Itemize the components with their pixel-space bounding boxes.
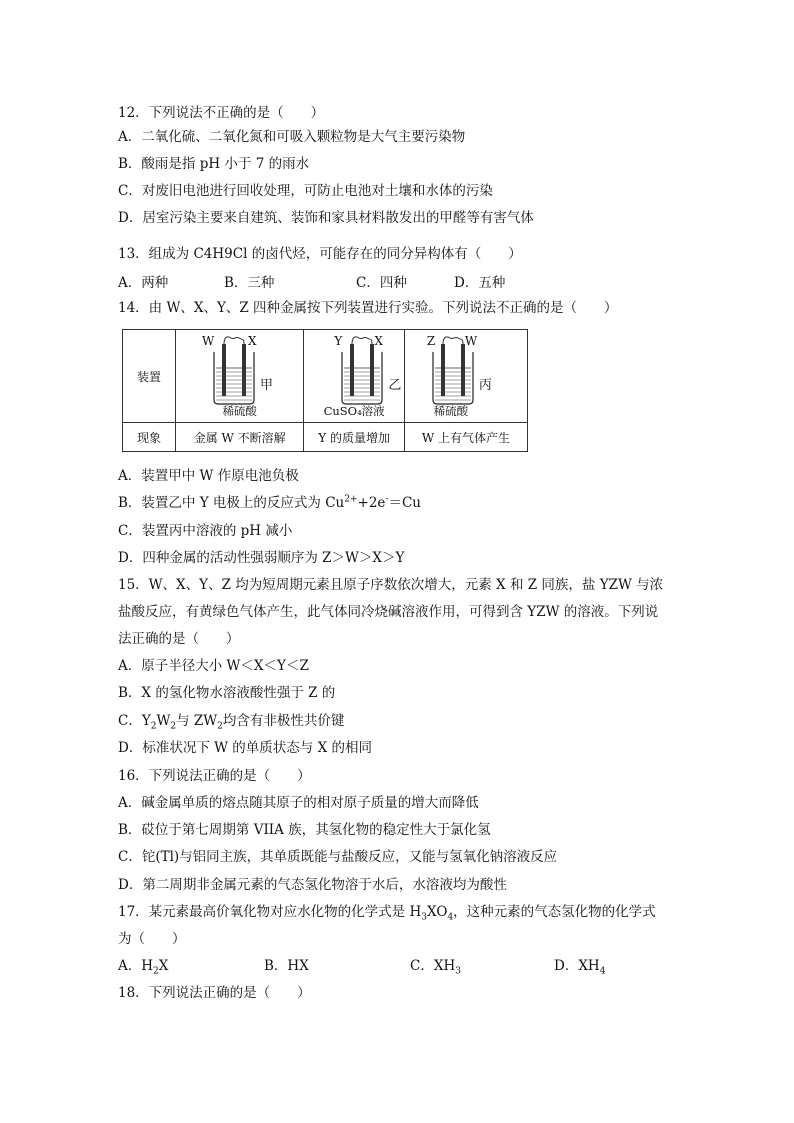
- device-name: 乙: [388, 378, 402, 393]
- q16-stem: 16．下列说法正确的是（ ）: [118, 768, 311, 784]
- q17-stem-line1: [118, 903, 656, 921]
- device-name: 甲: [260, 378, 274, 393]
- subscript: 4: [447, 912, 454, 923]
- q12-stem: 12．下列说法不正确的是（ ）: [118, 105, 325, 121]
- q12-option-d: D．居室污染主要来自建筑、装饰和家具材料散发出的甲醛等有害气体: [118, 210, 534, 226]
- q17-options: [118, 957, 605, 975]
- q17-stem-mid: XO: [426, 904, 448, 920]
- q16-option-c: C．铊(Tl)与铝同主族，其单质既能与盐酸反应，又能与氢氧化钠溶液反应: [118, 849, 558, 865]
- charge-superscript: 2+: [344, 494, 358, 505]
- subscript: 4: [599, 966, 606, 977]
- electrode-left-label: Y: [334, 334, 343, 348]
- q17-stem-text: 17．某元素最高价氧化物对应水化物的化学式是 H: [118, 904, 422, 920]
- subscript: 2: [153, 966, 159, 977]
- table-header-observation: 现象: [123, 423, 176, 452]
- q15-option-c-w: W: [156, 713, 171, 729]
- q13-stem: 13．组成为 C4H9Cl 的卤代烃，可能存在的同分异构体有（ ）: [118, 246, 522, 262]
- q13-option-c: C．四种: [356, 275, 407, 291]
- q13-option-a: A．两种: [118, 275, 169, 291]
- q15-option-c-suffix: 均含有非极性共价键: [222, 713, 345, 729]
- q17-stem-suffix: ，这种元素的气态氢化物的化学式: [453, 904, 656, 920]
- electrode-right-label: X: [248, 334, 257, 348]
- solution-label: 稀硫酸: [222, 404, 257, 418]
- q12-option-a: A．二氧化硫、二氧化氮和可吸入颗粒物是大气主要污染物: [118, 129, 466, 145]
- observation-yi: Y 的质量增加: [304, 423, 404, 452]
- subscript: 2: [150, 721, 157, 732]
- q17-option-a-suffix: X: [158, 958, 169, 974]
- q17-option-a: [118, 957, 264, 975]
- device-yi: [304, 330, 404, 423]
- q14-option-a: A．装置甲中 W 作原电池负极: [118, 468, 299, 484]
- q15-stem-line2: 盐酸反应，有黄绿色气体产生，此气体同冷烧碱溶液作用，可得到含 YZW 的溶液。下列说: [118, 604, 659, 620]
- q14-option-b-text: B．装置乙中 Y 电极上的反应式为 Cu: [118, 495, 345, 511]
- q17-option-c: [410, 957, 554, 975]
- observation-jia: 金属 W 不断溶解: [176, 423, 304, 452]
- q17-option-d: [554, 957, 605, 975]
- q16-option-b: B．砹位于第七周期第 VIIA 族，其氢化物的稳定性大于氯化氢: [118, 822, 491, 838]
- q17-stem-line2: 为（ ）: [118, 931, 186, 947]
- solution-label: 稀硫酸: [433, 404, 469, 418]
- q13-options: [118, 274, 505, 292]
- q14-option-b-mid: +2e: [357, 495, 386, 511]
- device-name: 丙: [478, 378, 492, 393]
- q18-stem: 18．下列说法正确的是（ ）: [118, 985, 311, 1001]
- q15-option-d: D．标准状况下 W 的单质状态与 X 的相同: [118, 740, 372, 756]
- q15-option-b: B．X 的氢化物水溶液酸性强于 Z 的: [118, 685, 336, 701]
- subscript: 2: [170, 721, 177, 732]
- q17-option-d-text: D．XH: [554, 958, 600, 974]
- charge-superscript: -: [385, 494, 389, 505]
- q15-option-a: A．原子半径大小 W＜X＜Y＜Z: [118, 658, 309, 674]
- q14-option-b-suffix: ＝Cu: [388, 495, 421, 511]
- q13-option-b: B．三种: [224, 275, 275, 291]
- q15-option-c-text: C．Y: [118, 713, 151, 729]
- subscript: 3: [421, 912, 427, 923]
- q14-stem: 14．由 W、X、Y、Z 四种金属按下列装置进行实验。下列说法不正确的是（ ）: [118, 300, 618, 316]
- q14-option-c: C．装置丙中溶液的 pH 减小: [118, 523, 293, 539]
- q15-stem-line3: 法正确的是（ ）: [118, 631, 240, 647]
- q14-option-b: [118, 494, 421, 512]
- electrode-left-label: W: [202, 334, 215, 348]
- subscript: 3: [455, 966, 461, 977]
- q17-option-c-text: C．XH: [410, 958, 456, 974]
- q14-option-d: D．四种金属的活动性强弱顺序为 Z＞W＞X＞Y: [118, 550, 405, 566]
- device-jia: [176, 330, 304, 423]
- q14-experiment-table: [122, 329, 528, 452]
- q12-option-b: B．酸雨是指 pH 小于 7 的雨水: [118, 156, 310, 172]
- observation-bing: W 上有气体产生: [404, 423, 527, 452]
- electrode-right-label: X: [374, 334, 383, 348]
- q16-option-a: A．碱金属单质的熔点随其原子的相对原子质量的增大而降低: [118, 795, 479, 811]
- subscript: 2: [217, 721, 223, 732]
- q13-option-d: D．五种: [454, 275, 506, 291]
- electrode-right-label: W: [464, 334, 478, 348]
- q12-option-c: C．对废旧电池进行回收处理，可防止电池对土壤和水体的污染: [118, 183, 493, 199]
- q15-option-c-mid: 与 ZW: [176, 713, 218, 729]
- device-bing: [404, 330, 527, 423]
- electrode-left-label: Z: [426, 334, 436, 348]
- table-header-device: 装置: [123, 330, 176, 423]
- q17-option-a-text: A．H: [118, 958, 154, 974]
- solution-label: CuSO₄溶液: [323, 404, 385, 418]
- q17-option-b: B．HX: [264, 958, 309, 974]
- q16-option-d: D．第二周期非金属元素的气态氢化物溶于水后，水溶液均为酸性: [118, 877, 507, 893]
- q15-option-c: [118, 712, 344, 730]
- q15-stem-line1: 15．W、X、Y、Z 均为短周期元素且原子序数依次增大，元素 X 和 Z 同族，盐 YZW 与浓: [118, 577, 664, 593]
